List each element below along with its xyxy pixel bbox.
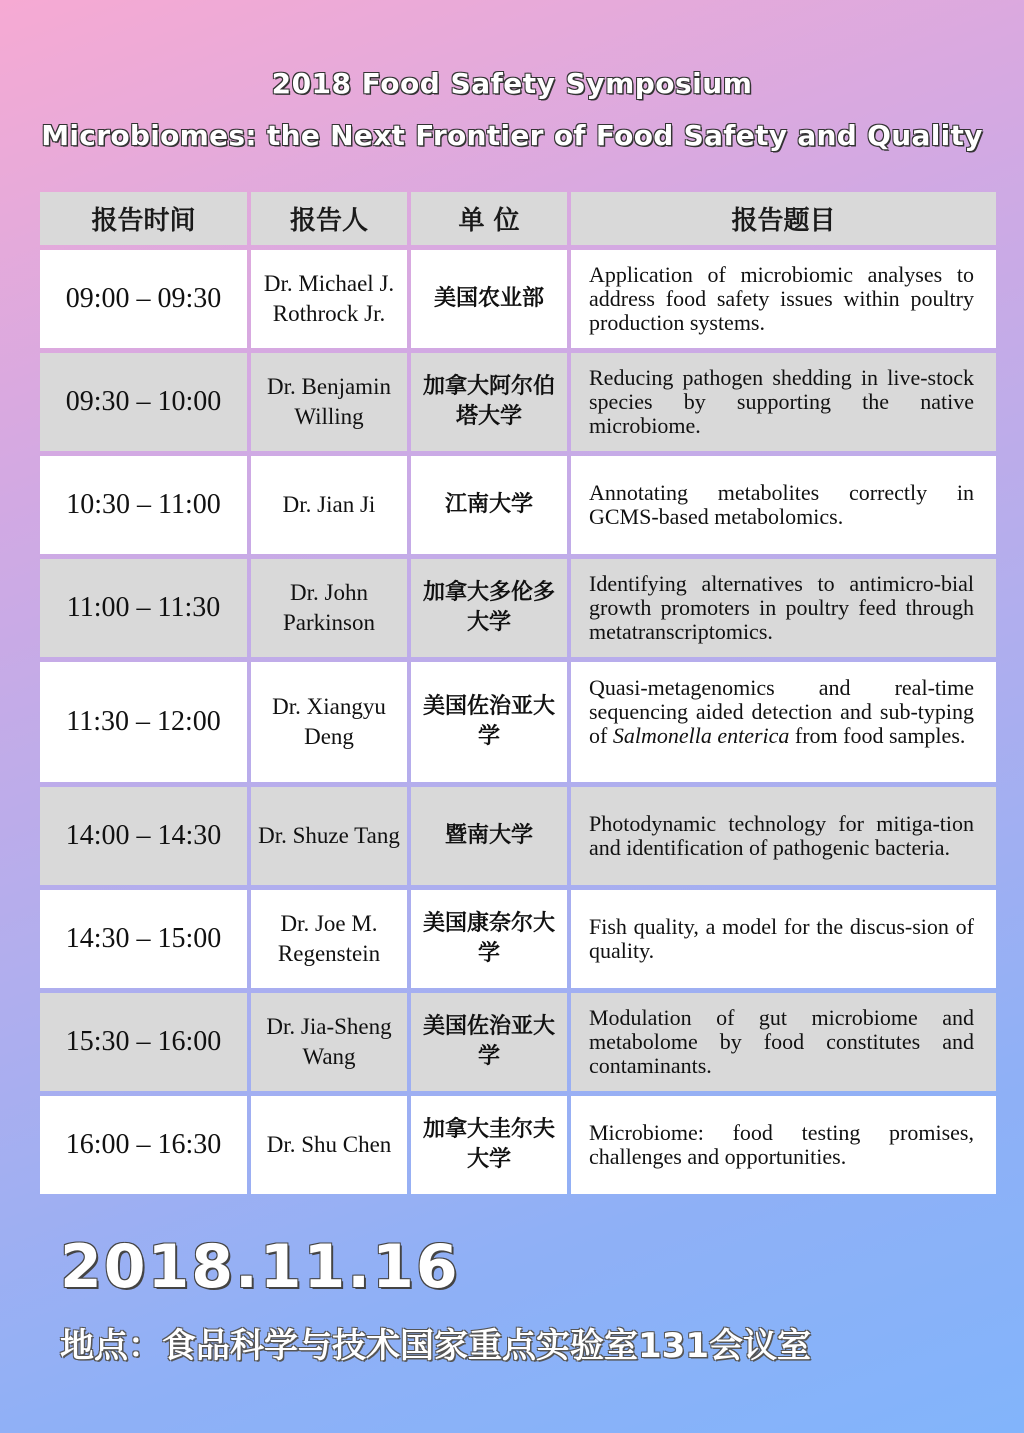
row-time: 16:00 – 16:30 [40,1096,247,1194]
row-time: 09:00 – 09:30 [40,250,247,348]
row-speaker: Dr. John Parkinson [251,559,407,657]
row-speaker: Dr. Joe M. Regenstein [251,890,407,988]
row-speaker: Dr. Jia-Sheng Wang [251,993,407,1091]
row-unit: 暨南大学 [411,787,567,885]
header-topic: 报告题目 [571,192,996,245]
row-time: 11:30 – 12:00 [40,662,247,782]
row-topic: Application of microbiomic analyses to address food safety issues within poultry production systems. [571,250,996,348]
symposium-title: 2018 Food Safety Symposium [271,67,753,100]
row-speaker: Dr. Jian Ji [251,456,407,554]
event-venue: 地点：食品科学与技术国家重点实验室131会议室 [60,1326,811,1366]
table-header-row [40,192,996,245]
table-row [40,662,996,782]
row-speaker: Dr. Xiangyu Deng [251,662,407,782]
row-unit: 加拿大圭尔夫大学 [411,1096,567,1194]
row-unit: 美国康奈尔大学 [411,890,567,988]
row-time: 14:00 – 14:30 [40,787,247,885]
table-row [40,456,996,554]
row-topic: Microbiome: food testing promises, challenges and opportunities. [571,1096,996,1194]
row-time: 14:30 – 15:00 [40,890,247,988]
row-unit: 江南大学 [411,456,567,554]
poster-title [0,62,1024,158]
header-unit: 单 位 [411,192,567,245]
row-topic: Identifying alternatives to antimicro-bial growth promoters in poultry feed through metatranscriptomics. [571,559,996,657]
row-topic: Quasi-metagenomics and real-time sequencing aided detection and sub-typing of Salmonella enterica from food samples. [571,662,996,782]
row-speaker: Dr. Shu Chen [251,1096,407,1194]
row-speaker: Dr. Benjamin Willing [251,353,407,451]
table-row [40,353,996,451]
table-row [40,559,996,657]
table-row [40,787,996,885]
row-time: 09:30 – 10:00 [40,353,247,451]
row-unit: 加拿大多伦多大学 [411,559,567,657]
schedule-table [40,192,996,1199]
row-unit: 加拿大阿尔伯塔大学 [411,353,567,451]
row-speaker: Dr. Michael J. Rothrock Jr. [251,250,407,348]
row-speaker: Dr. Shuze Tang [251,787,407,885]
row-time: 10:30 – 11:00 [40,456,247,554]
row-unit: 美国佐治亚大学 [411,662,567,782]
row-time: 11:00 – 11:30 [40,559,247,657]
row-topic: Photodynamic technology for mitiga-tion and identification of pathogenic bacteria. [571,787,996,885]
row-time: 15:30 – 16:00 [40,993,247,1091]
table-row [40,250,996,348]
table-row [40,993,996,1091]
event-date: 2018.11.16 [60,1232,460,1302]
header-speaker: 报告人 [251,192,407,245]
row-unit: 美国佐治亚大学 [411,993,567,1091]
row-topic: Fish quality, a model for the discus-sion of quality. [571,890,996,988]
row-topic: Reducing pathogen shedding in live-stock species by supporting the native microbiome. [571,353,996,451]
symposium-subtitle: Microbiomes: the Next Frontier of Food Safety and Quality [41,119,983,152]
row-unit: 美国农业部 [411,250,567,348]
header-time: 报告时间 [40,192,247,245]
row-topic: Annotating metabolites correctly in GCMS-based metabolomics. [571,456,996,554]
row-topic: Modulation of gut microbiome and metabolome by food constitutes and contaminants. [571,993,996,1091]
table-row [40,1096,996,1194]
table-row [40,890,996,988]
